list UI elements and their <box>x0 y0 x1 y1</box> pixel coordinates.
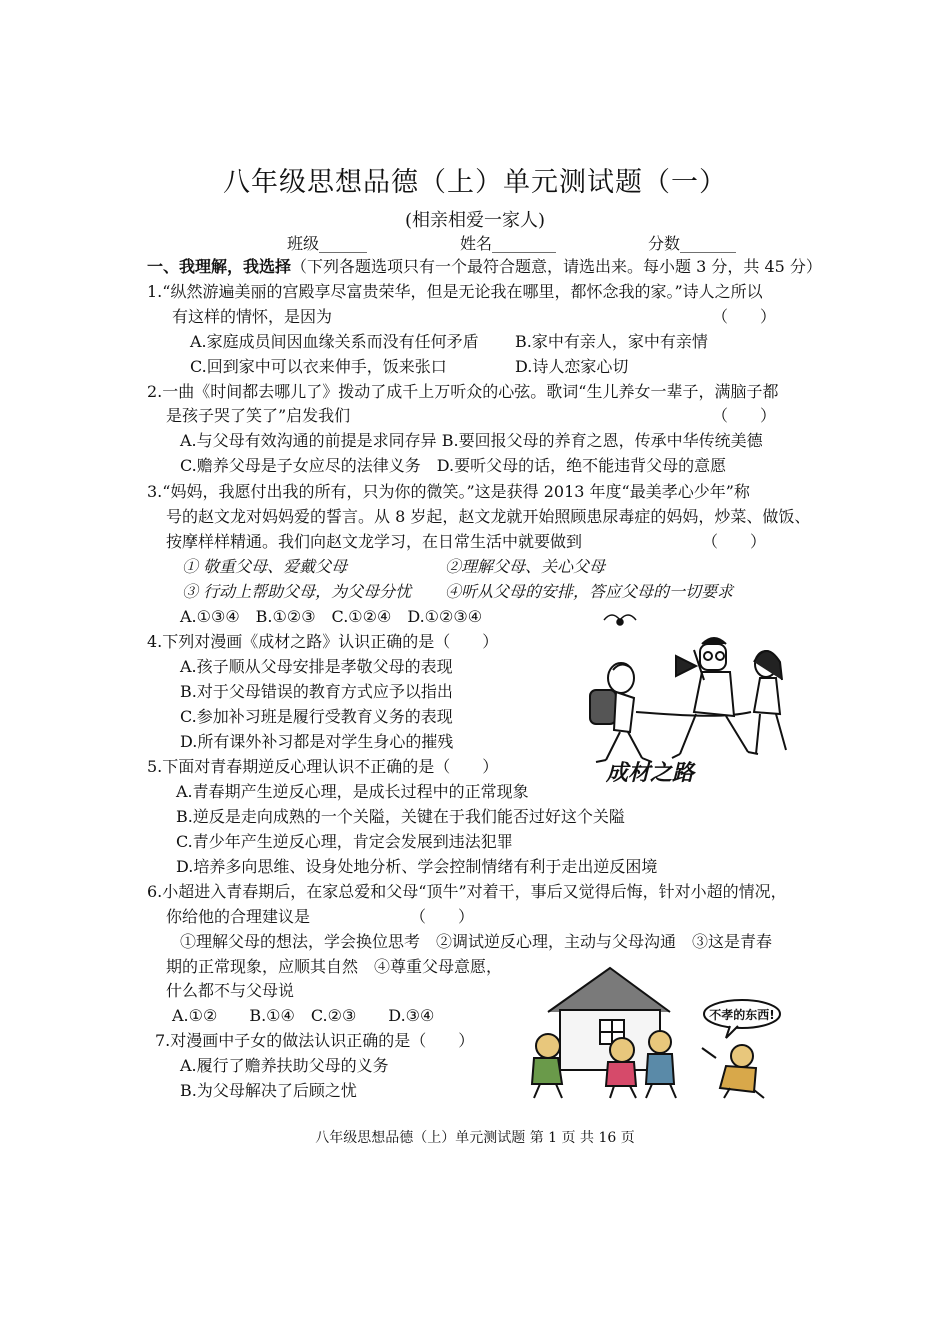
page-title: 八年级思想品德（上）单元测试题（一） <box>223 167 727 198</box>
q3-answer-bracket[interactable]: （ ） <box>702 532 767 551</box>
q6-statements-line2: 期的正常现象，应顺其自然 ④尊重父母意愿， <box>166 957 503 976</box>
cartoon-house <box>520 962 780 1102</box>
class-field[interactable]: 班级______ <box>287 234 368 253</box>
q6-answer-bracket[interactable]: （ ） <box>410 907 475 926</box>
page-subtitle: (相亲相爱一家人) <box>404 210 546 231</box>
q1-stem-line2: 有这样的情怀，是因为 <box>172 307 333 326</box>
q6-statements-line1: ①理解父母的想法，学会换位思考 ②调试逆反心理，主动与父母沟通 ③这是青春 <box>180 932 773 951</box>
q1-answer-bracket[interactable]: （ ） <box>712 307 777 326</box>
q1-option-c: C.回到家中可以衣来伸手，饭来张口 <box>190 357 447 376</box>
q6-statements-line3: 什么都不与父母说 <box>166 981 295 1000</box>
q6-stem-line2: 你给他的合理建议是 <box>166 907 311 926</box>
q4-option-d: D.所有课外补习都是对学生身心的摧残 <box>180 732 454 751</box>
section-instructions: （下列各题选项只有一个最符合题意，请选出来。每小题 3 分，共 45 分） <box>291 257 822 276</box>
bird-icon <box>604 615 636 625</box>
elderly-figure <box>702 1045 764 1098</box>
q3-statement-1: ① 敬重父母、爱戴父母 <box>182 557 348 576</box>
q2-options-ab: A.与父母有效沟通的前提是求同存异 B.要回报父母的养育之恩，传承中华传统美德 <box>180 431 763 450</box>
q1-option-a: A.家庭成员间因血缘关系而没有任何矛盾 <box>190 332 479 351</box>
cartoon-caption: 成材之路 <box>606 761 695 786</box>
q7-option-a: A.履行了赡养扶助父母的义务 <box>180 1056 389 1075</box>
q3-stem-line2: 号的赵文龙对妈妈爱的誓言。从 8 岁起，赵文龙就开始照顾患尿毒症的妈妈，炒菜、做饭、 <box>166 507 811 526</box>
q3-choices: A.①③④ B.①②③ C.①②④ D.①②③④ <box>180 607 483 626</box>
section-heading <box>147 257 822 277</box>
q2-stem-line2: 是孩子哭了笑了”启发我们 <box>166 406 351 425</box>
q5-option-d: D.培养多向思维、设身处地分析、学会控制情绪有利于走出逆反困境 <box>176 857 658 876</box>
q4-option-b: B.对于父母错误的教育方式应予以指出 <box>180 682 453 701</box>
q5-option-a: A.青春期产生逆反心理，是成长过程中的正常现象 <box>176 782 529 801</box>
q4-option-a: A.孩子顺从父母安排是孝敬父母的表现 <box>180 657 453 676</box>
father-figure <box>672 638 758 758</box>
q6-stem-line1: 6.小超进入青春期后，在家总爱和父母“顶牛”对着干，事后又觉得后悔，针对小超的情况， <box>147 882 787 901</box>
q7-option-b: B.为父母解决了后顾之忧 <box>180 1081 357 1100</box>
q6-choices: A.①② B.①④ C.②③ D.③④ <box>172 1006 435 1025</box>
score-field[interactable]: 分数_______ <box>648 234 737 253</box>
q5-stem: 5.下面对青春期逆反心理认识不正确的是（ ） <box>147 757 499 776</box>
q4-option-c: C.参加补习班是履行受教育义务的表现 <box>180 707 453 726</box>
section-title: 一、我理解，我选择 <box>147 257 292 276</box>
q1-option-b: B.家中有亲人，家中有亲情 <box>515 332 708 351</box>
megaphone-icon <box>676 656 696 676</box>
cartoon-path-to-success <box>576 600 816 790</box>
name-field[interactable]: 姓名________ <box>460 234 557 253</box>
speech-bubble <box>704 1000 780 1038</box>
q7-stem: 7.对漫画中子女的做法认识正确的是（ ） <box>155 1031 475 1050</box>
page-footer: 八年级思想品德（上）单元测试题 第 1 页 共 16 页 <box>315 1130 635 1146</box>
q5-option-b: B.逆反是走向成熟的一个关隘，关键在于我们能否过好这个关隘 <box>176 807 625 826</box>
q1-option-d: D.诗人恋家心切 <box>515 357 629 376</box>
q2-options-cd: C.赡养父母是子女应尽的法律义务 D.要听父母的话，绝不能违背父母的意愿 <box>180 456 727 475</box>
q3-statement-3: ③ 行动上帮助父母，为父母分忧 <box>182 582 412 601</box>
q4-stem: 4.下列对漫画《成材之路》认识正确的是（ ） <box>147 632 499 651</box>
q3-statement-2: ②理解父母、关心父母 <box>445 557 606 576</box>
q2-answer-bracket[interactable]: （ ） <box>712 406 777 425</box>
mother-figure <box>754 651 786 754</box>
q3-stem-line3: 按摩样样精通。我们向赵文龙学习，在日常生活中就要做到 <box>166 532 583 551</box>
q3-statement-4: ④听从父母的安排，答应父母的一切要求 <box>445 582 734 601</box>
q2-stem-line1: 2.一曲《时间都去哪儿了》拨动了成千上万听众的心弦。歌词“生儿养女一辈子，满脑子都 <box>147 382 779 401</box>
q5-option-c: C.青少年产生逆反心理，肯定会发展到违法犯罪 <box>176 832 513 851</box>
q3-stem-line1: 3.“妈妈，我愿付出我的所有，只为你的微笑。”这是获得 2013 年度“最美孝心少年”称 <box>147 482 750 501</box>
bubble-text: 不孝的东西! <box>709 1008 775 1022</box>
q1-stem-line1: 1.“纵然游遍美丽的宫殿享尽富贵荣华，但是无论我在哪里，都怀念我的家。”诗人之所以 <box>147 282 763 301</box>
